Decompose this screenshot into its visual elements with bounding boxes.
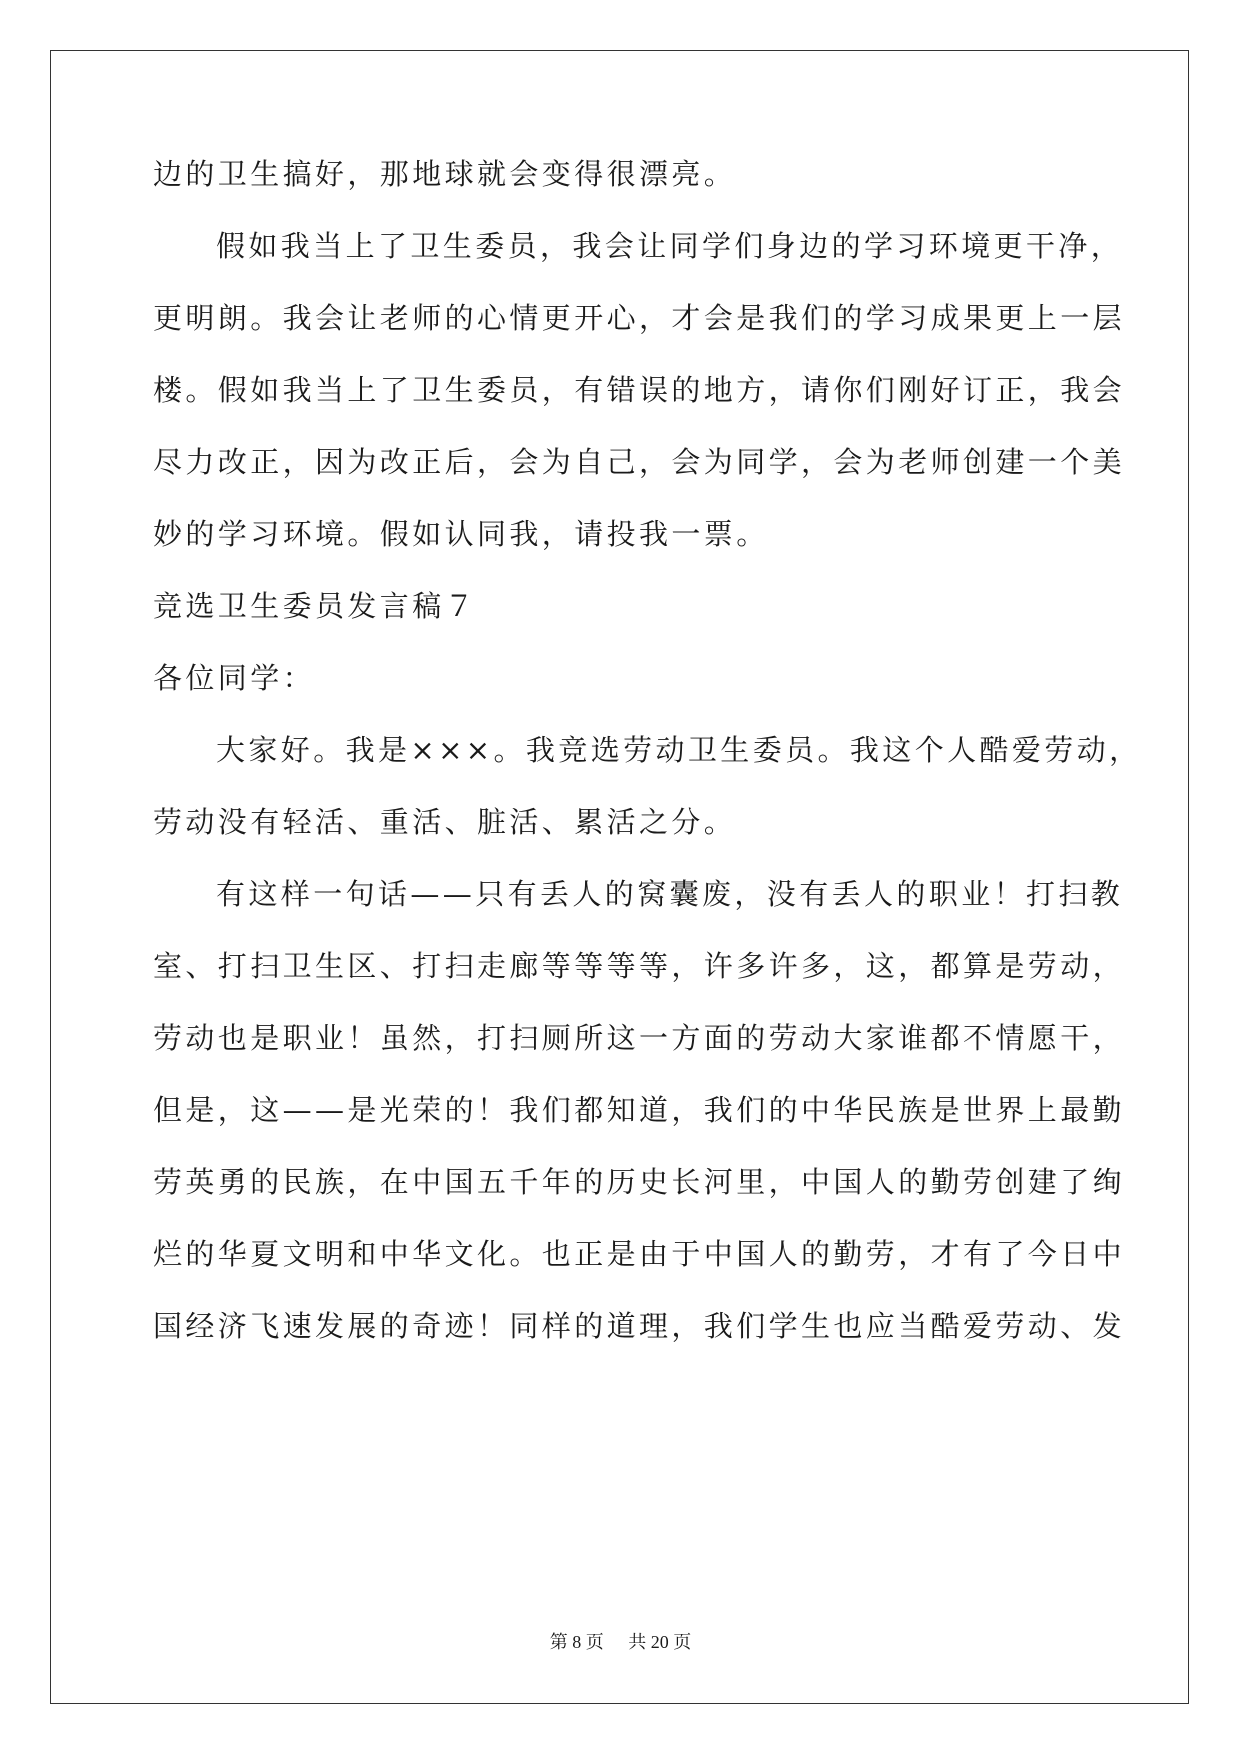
body-text-line: 更明朗。我会让老师的心情更开心，才会是我们的学习成果更上一层 [153,301,1126,335]
body-text-line: 国经济飞速发展的奇迹！同样的道理，我们学生也应当酷爱劳动、发 [153,1309,1126,1343]
body-text-line: 室、打扫卫生区、打扫走廊等等等等，许多许多，这，都算是劳动， [153,949,1126,983]
body-text-line: 尽力改正，因为改正后，会为自己，会为同学，会为老师创建一个美 [153,445,1126,479]
body-text-line: 楼。假如我当上了卫生委员，有错误的地方，请你们刚好订正，我会 [153,373,1126,407]
paragraph-first-line: 有这样一句话——只有丢人的窝囊废，没有丢人的职业！打扫教 [216,877,1124,911]
body-text-line: 妙的学习环境。假如认同我，请投我一票。 [153,517,769,551]
body-text-line: 劳动没有轻活、重活、脏活、累活之分。 [153,805,737,839]
body-text-line: 劳英勇的民族，在中国五千年的历史长河里，中国人的勤劳创建了绚 [153,1165,1126,1199]
body-text-line: 烂的华夏文明和中华文化。也正是由于中国人的勤劳，才有了今日中 [153,1237,1126,1271]
body-text-line: 劳动也是职业！虽然，打扫厕所这一方面的劳动大家谁都不情愿干， [153,1021,1126,1055]
page-total: 共 20 页 [628,1632,692,1652]
page-number: 第 8 页 [549,1632,604,1652]
paragraph-first-line: 大家好。我是×××。我竞选劳动卫生委员。我这个人酷爱劳动， [216,733,1142,767]
section-heading: 竞选卫生委员发言稿７ [153,589,478,623]
paragraph-first-line: 假如我当上了卫生委员，我会让同学们身边的学习环境更干净， [216,229,1124,263]
body-text-line: 边的卫生搞好，那地球就会变得很漂亮。 [153,157,737,191]
body-text-line: 但是，这——是光荣的！我们都知道，我们的中华民族是世界上最勤 [153,1093,1126,1127]
page-footer [0,1630,1241,1654]
salutation: 各位同学： [153,661,316,695]
